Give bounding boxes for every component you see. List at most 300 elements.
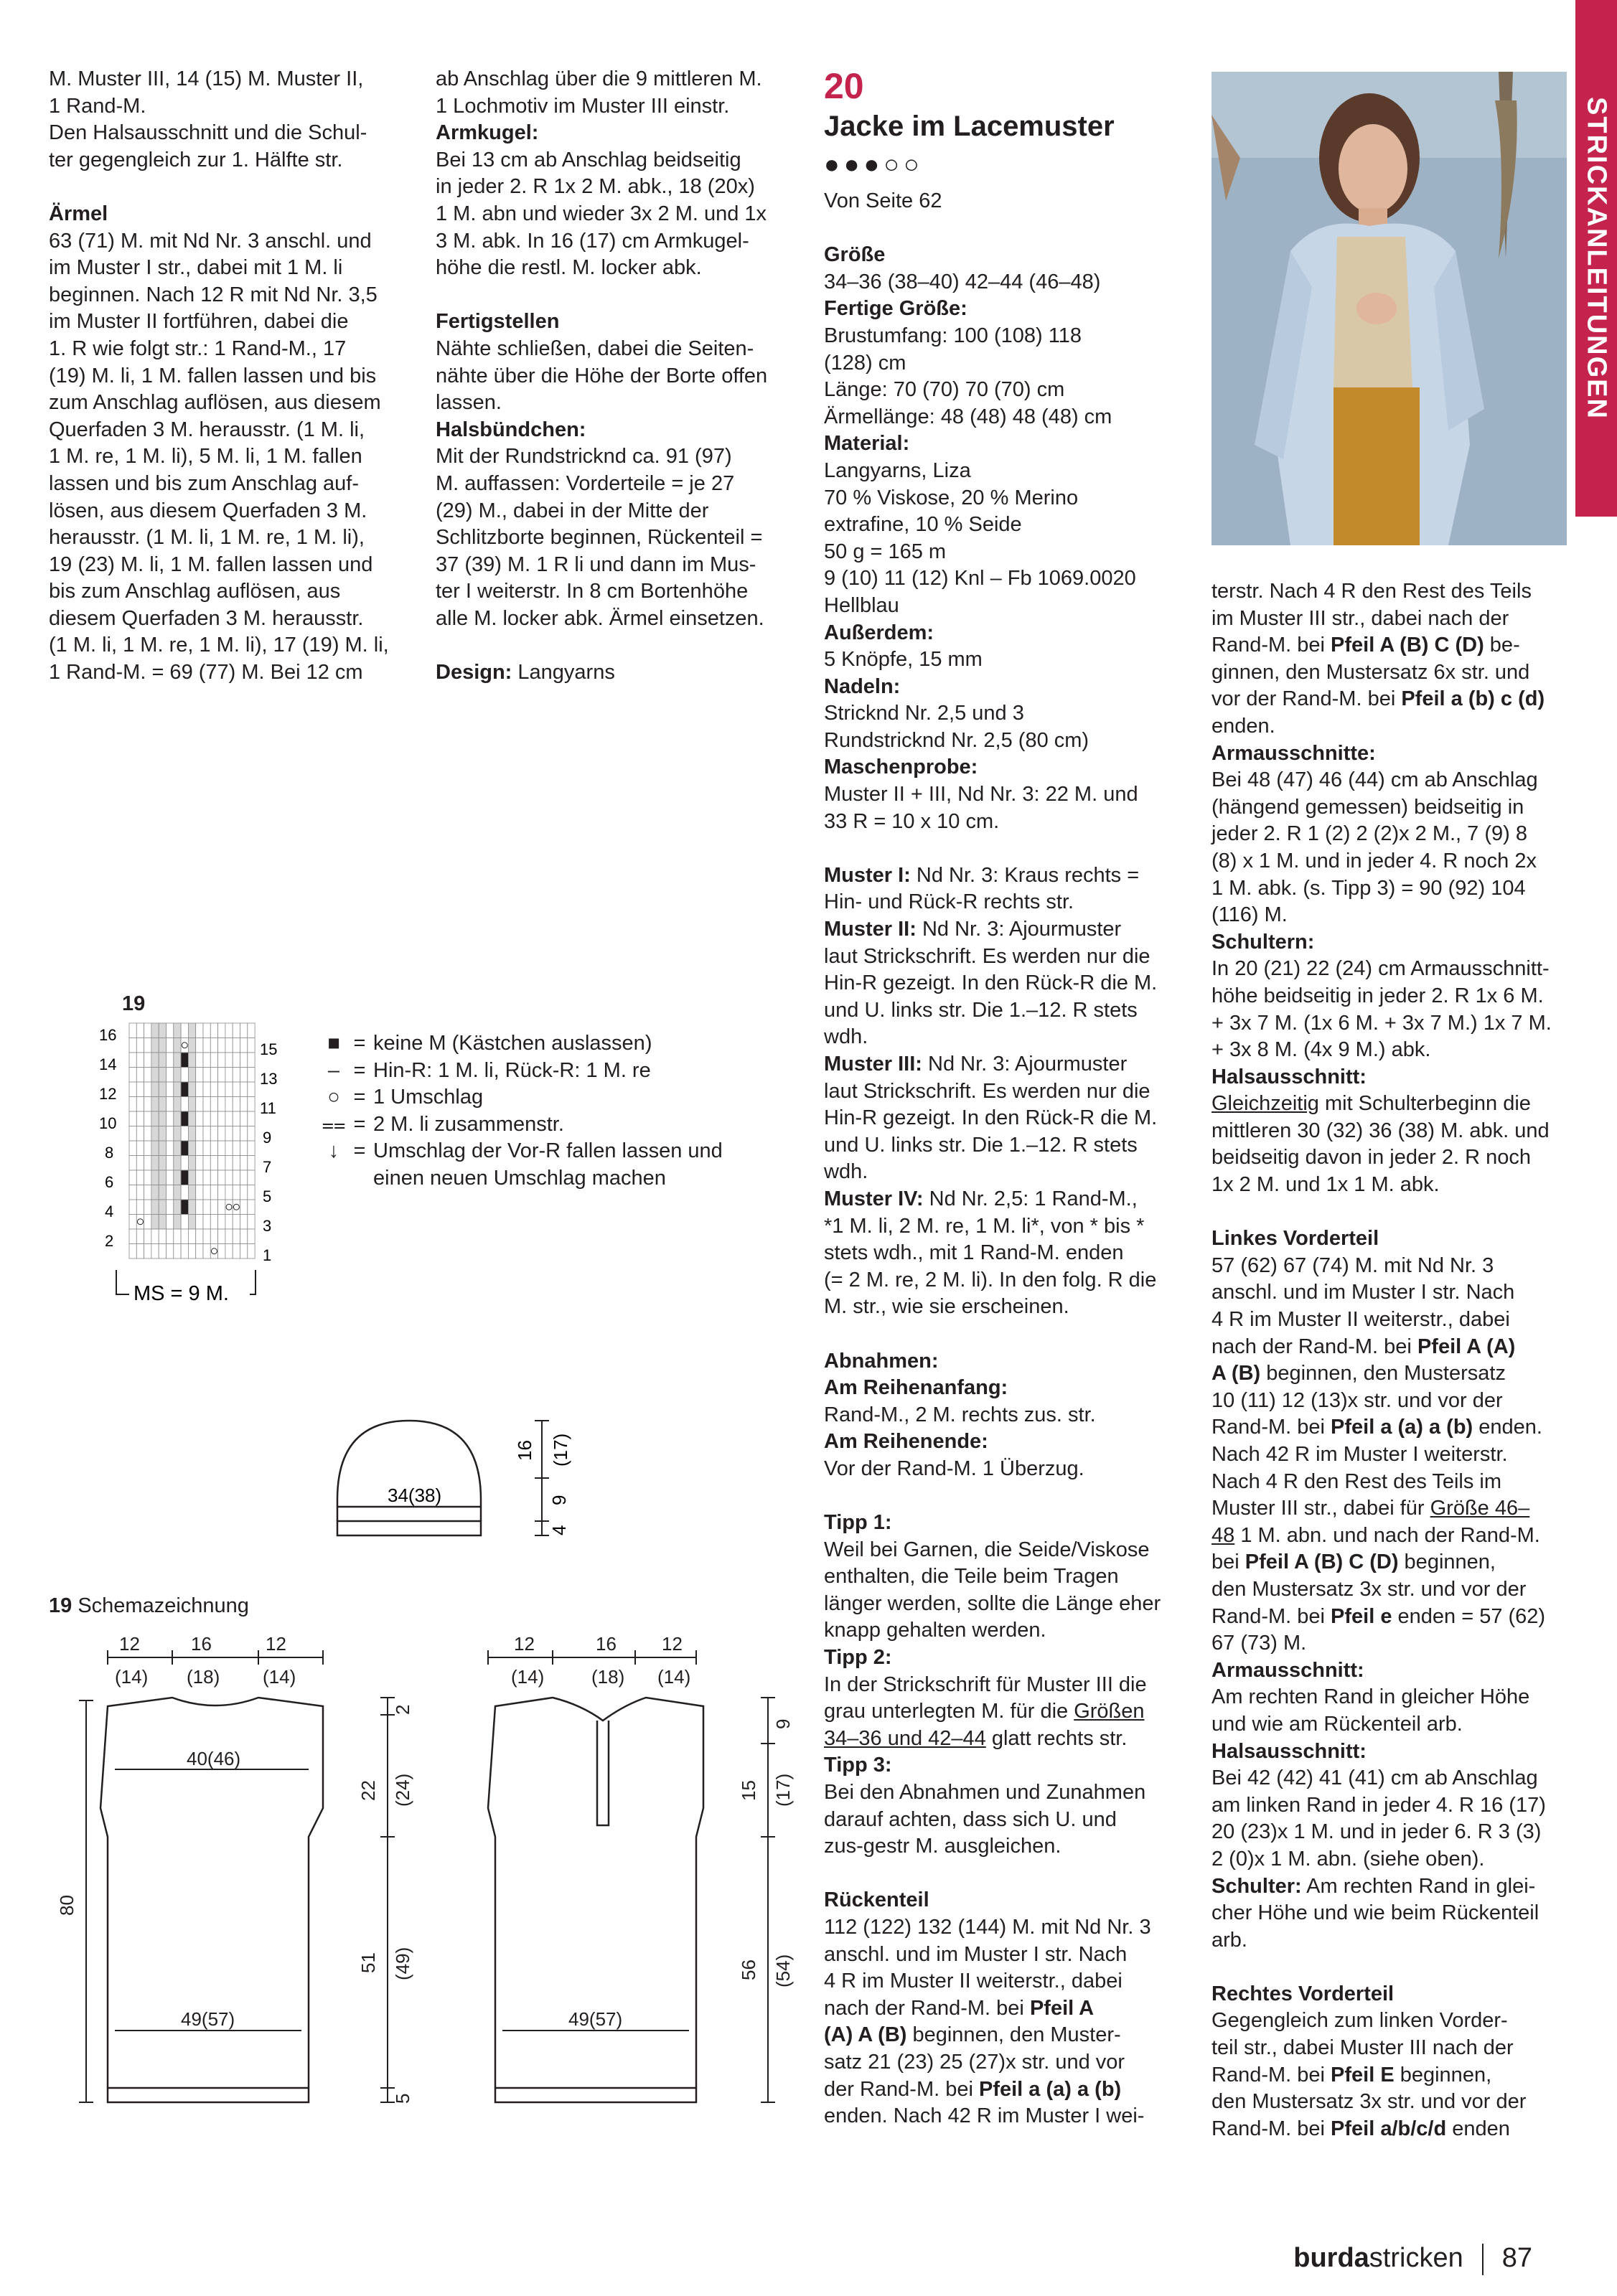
section-heading: Am Reihenanfang: (824, 1376, 1008, 1400)
row-label: 10 (99, 1114, 117, 1132)
chart-cell (240, 1141, 248, 1156)
dim-label: (18) (591, 1666, 625, 1688)
chart-cell (167, 1185, 174, 1200)
text-line: Hin- und Rück-R rechts str. (824, 890, 1074, 914)
text: A (B) (1211, 1362, 1261, 1385)
text: Pfeil a (a) a (b) (1331, 1416, 1473, 1439)
chart-cell (136, 1038, 144, 1053)
chart-cell (218, 1068, 225, 1083)
section-heading: Rechtes Vorderteil (1211, 1982, 1395, 2005)
legend-text: Umschlag der Vor-R fallen lassen und (373, 1139, 723, 1163)
text-line: zum Anschlag auflösen, aus diesem (49, 391, 381, 415)
sleeve-schematic (316, 1406, 617, 1571)
chart-cell (167, 1141, 174, 1156)
text-line (824, 1698, 1183, 1726)
chart-cell (151, 1053, 159, 1068)
chart-cell (196, 1170, 203, 1185)
text-line: ginnen, den Mustersatz 6x str. und (1211, 660, 1530, 684)
chart-cell (233, 1111, 240, 1126)
section-heading: Linkes Vorderteil (1211, 1227, 1379, 1251)
text-line: Muster II + III, Nd Nr. 3: 22 M. und (824, 783, 1138, 806)
chart-row-labels-left (99, 1026, 116, 1250)
chart-cell (129, 1126, 136, 1142)
chart-cell (248, 1141, 255, 1156)
chart-cell (188, 1097, 195, 1112)
text-line: knapp gehalten werden. (824, 1619, 1046, 1642)
text: Pfeil e (1331, 1604, 1392, 1628)
text-line: (29) M., dabei in der Mitte der (436, 499, 709, 522)
chart-cell (188, 1141, 195, 1156)
section-heading: Tipp 3: (824, 1754, 892, 1777)
chart-cell (136, 1082, 144, 1097)
chart-cell (174, 1215, 181, 1230)
chart-cell (181, 1141, 188, 1156)
chart-cell (144, 1170, 151, 1185)
legend-item (322, 1084, 723, 1111)
text-line: Mit der Rundstricknd ca. 91 (97) (436, 445, 732, 469)
legend-symbol: – (327, 1058, 340, 1082)
chart-cell (174, 1082, 181, 1097)
text-line: Hin-R gezeigt. In den Rück-R die M. (824, 971, 1158, 995)
chart-cell (136, 1141, 144, 1156)
chart-cell (248, 1185, 255, 1200)
chart-cell (151, 1097, 159, 1112)
chart-cell (181, 1068, 188, 1083)
chart-cell (151, 1068, 159, 1083)
chart-cell (203, 1082, 210, 1097)
chart-cell (129, 1229, 136, 1244)
chart-cell (248, 1053, 255, 1068)
page-footer (1293, 2243, 1532, 2275)
chart-cell (181, 1200, 188, 1215)
chart-cell (203, 1097, 210, 1112)
text: Größe 46– (1430, 1497, 1530, 1520)
chart-cell (203, 1244, 210, 1259)
legend-equals: = (353, 1112, 366, 1136)
dim-label: (14) (511, 1666, 545, 1688)
text-line: 1x 2 M. und 1x 1 M. abk. (1211, 1173, 1440, 1197)
row-label: 4 (105, 1203, 114, 1220)
chart-cell (196, 1097, 203, 1112)
chart-cell (159, 1170, 166, 1185)
text-line: mittleren 30 (32) 36 (38) M. abk. und (1211, 1119, 1550, 1142)
chart-cell (225, 1229, 233, 1244)
column-4 (1211, 578, 1570, 2142)
chart-cell (136, 1156, 144, 1171)
text-line (1211, 1549, 1570, 1576)
text-line: *1 M. li, 2 M. re, 1 M. li*, von * bis * (824, 1214, 1145, 1238)
chart-cell (136, 1229, 144, 1244)
chart-cell (159, 1156, 166, 1171)
chart-cell (203, 1170, 210, 1185)
text-line (824, 916, 1183, 944)
chart-cell (218, 1200, 225, 1215)
chart-cell (218, 1141, 225, 1156)
chart-cell (210, 1023, 217, 1038)
text-line: Nach 42 R im Muster I weiterstr. (1211, 1443, 1508, 1466)
dim-label: 56 (738, 1959, 759, 1980)
text-line (1211, 686, 1570, 713)
chart-cell (233, 1156, 240, 1171)
text-line: alle M. locker abk. Ärmel einsetzen. (436, 606, 764, 630)
chart-cell (167, 1023, 174, 1038)
text-line: wdh. (824, 1025, 868, 1049)
chart-cell (196, 1215, 203, 1230)
legend-text: Hin-R: 1 M. li, Rück-R: 1 M. re (373, 1058, 651, 1082)
dim-label: (18) (187, 1666, 220, 1688)
dim-label: (49) (392, 1947, 413, 1980)
chart-cell (159, 1068, 166, 1083)
text: Pfeil A (A) (1417, 1335, 1516, 1358)
section-heading: Größe (824, 243, 886, 267)
text-line: In der Strickschrift für Muster III die (824, 1672, 1147, 1696)
text-line: Nach 4 R den Rest des Teils im (1211, 1469, 1502, 1493)
text-line: zus-gestr M. ausgleichen. (824, 1835, 1061, 1858)
text: Rand-M. bei (1211, 1604, 1331, 1628)
text: der Rand-M. bei (824, 2077, 979, 2101)
chart-cell (144, 1200, 151, 1215)
chart-cell (136, 1023, 144, 1038)
chart-cell (167, 1200, 174, 1215)
row-label: 2 (105, 1232, 114, 1250)
chart-cell (188, 1053, 195, 1068)
chart-cell (196, 1082, 203, 1097)
chart-cell (196, 1023, 203, 1038)
text-line: (= 2 M. re, 2 M. li). In den folg. R die (824, 1268, 1157, 1292)
legend-item (322, 1111, 723, 1139)
chart-cell (144, 1068, 151, 1083)
chart-cell (218, 1229, 225, 1244)
text-line: Stricknd Nr. 2,5 und 3 (824, 702, 1024, 725)
legend-symbol: ■ (327, 1032, 340, 1055)
text-line: wdh. (824, 1160, 868, 1184)
chart-cell (181, 1023, 188, 1038)
text-line: 1 Lochmotiv im Muster III einstr. (436, 94, 730, 118)
chart-cell (203, 1185, 210, 1200)
text-line: im Muster I str., dabei mit 1 M. li (49, 256, 343, 280)
chart-cell (159, 1229, 166, 1244)
chart-cell (167, 1156, 174, 1171)
chart-cell (240, 1170, 248, 1185)
section-heading-aermel: Ärmel (49, 202, 108, 225)
chart-cell (151, 1215, 159, 1230)
legend-equals: = (353, 1086, 366, 1109)
sleeve-width: 34(38) (388, 1485, 442, 1506)
text-line: (1 M. li, 1 M. re, 1 M. li), 17 (19) M. li, (49, 634, 389, 657)
chart-cell (225, 1111, 233, 1126)
text: bei (1211, 1551, 1245, 1574)
text-line: beidseitig davon in jeder 2. R noch (1211, 1146, 1531, 1170)
text-line (824, 2022, 1183, 2049)
chart-cell (233, 1170, 240, 1185)
chart-cell (233, 1053, 240, 1068)
chart-cell (210, 1053, 217, 1068)
text: Pfeil E (1331, 2063, 1395, 2086)
magazine-brand-suffix: stricken (1369, 2243, 1463, 2273)
chart-cell (159, 1215, 166, 1230)
pattern-title: Jacke im Lacemuster (824, 110, 1115, 142)
legend-item (322, 1165, 723, 1192)
text-line: teil str., dabei Muster III nach der (1211, 2036, 1514, 2060)
design-credit (436, 659, 787, 687)
chart-cell (167, 1215, 174, 1230)
text-line: Querfaden 3 M. herausstr. (1 M. li, (49, 418, 365, 441)
chart-cell (233, 1244, 240, 1259)
sleeve-height-3: 4 (548, 1525, 570, 1535)
chart-cell (129, 1200, 136, 1215)
design-label: Design: (436, 661, 512, 684)
text-line (1211, 1495, 1570, 1523)
text: mit Schulterbeginn die (1318, 1092, 1531, 1116)
chart-cell (144, 1126, 151, 1142)
text-line: (hängend gemessen) beidseitig in (1211, 795, 1524, 819)
dim-label: (17) (772, 1773, 794, 1807)
chart-cell (210, 1200, 217, 1215)
text-line: Hin-R gezeigt. In den Rück-R die M. (824, 1106, 1158, 1130)
text: Gleichzeitig (1211, 1092, 1319, 1116)
text: enden. (1473, 1416, 1542, 1439)
legend-item (322, 1058, 723, 1085)
chart-cell (240, 1023, 248, 1038)
chart-cell (218, 1038, 225, 1053)
chart-cell (240, 1038, 248, 1053)
chart-cell (248, 1082, 255, 1097)
chart-cell (167, 1170, 174, 1185)
text-line: Bei den Abnahmen und Zunahmen (824, 1781, 1146, 1805)
row-label: 8 (105, 1144, 114, 1162)
dim-label: (54) (772, 1954, 794, 1987)
text-line (824, 1051, 1183, 1078)
chart-cell (218, 1053, 225, 1068)
chart-cell (225, 1141, 233, 1156)
text-line: nähte über die Höhe der Borte offen (436, 364, 768, 387)
chart-cell (136, 1170, 144, 1185)
text: Am rechten Rand in glei- (1301, 1874, 1536, 1898)
chart-cell (151, 1082, 159, 1097)
section-heading: Schultern: (1211, 930, 1315, 954)
column-1 (49, 66, 400, 687)
dim-label: (24) (392, 1773, 413, 1807)
row-label: 11 (260, 1099, 276, 1117)
text-line: enthalten, die Teile beim Tragen (824, 1565, 1119, 1589)
section-heading: Fertige Größe: (824, 297, 967, 321)
chart-cell (174, 1156, 181, 1171)
legend-text: einen neuen Umschlag machen (373, 1166, 666, 1190)
chart-cell (188, 1215, 195, 1230)
chart-cell (181, 1185, 188, 1200)
chart-cell (144, 1156, 151, 1171)
dim-label: 80 (56, 1895, 78, 1916)
chart-cell (218, 1097, 225, 1112)
chart-cell (233, 1023, 240, 1038)
label: Muster II: (824, 918, 917, 941)
chart-cell (218, 1126, 225, 1142)
text-line: lösen, aus diesem Querfaden 3 M. (49, 499, 367, 522)
text-line: Rand-M., 2 M. rechts zus. str. (824, 1403, 1096, 1426)
text-line: (19) M. li, 1 M. fallen lassen und bis (49, 364, 377, 387)
chart-grid (129, 1023, 255, 1258)
row-label: 6 (105, 1173, 114, 1191)
chart-cell (248, 1126, 255, 1142)
chart-cell (151, 1200, 159, 1215)
chart-cell (144, 1038, 151, 1053)
text-line: Bei 13 cm ab Anschlag beidseitig (436, 148, 741, 171)
chart-cell (210, 1185, 217, 1200)
text: Rand-M. bei (1211, 634, 1331, 657)
chart-cell (210, 1229, 217, 1244)
chart-cell (167, 1038, 174, 1053)
text: beginnen, (1398, 1551, 1496, 1574)
text-line: M. Muster III, 14 (15) M. Muster II, (49, 67, 364, 90)
chart-cell (203, 1053, 210, 1068)
text-line (824, 1726, 1183, 1753)
text-line: (128) cm (824, 351, 906, 375)
footer-divider (1482, 2244, 1484, 2275)
chart-cell (240, 1097, 248, 1112)
chart-cell (167, 1053, 174, 1068)
chart-cell (188, 1126, 195, 1142)
chart-cell (151, 1038, 159, 1053)
text-line (824, 1186, 1183, 1213)
text-line: 33 R = 10 x 10 cm. (824, 809, 1000, 833)
text: Rand-M. bei (1211, 1416, 1331, 1439)
chart-cell (196, 1185, 203, 1200)
text-line: anschl. und im Muster I str. Nach (824, 1942, 1128, 1966)
text-line (1211, 1873, 1570, 1901)
text: nach der Rand-M. bei (824, 1996, 1030, 2020)
page-number: 87 (1501, 2243, 1532, 2273)
row-label: 12 (99, 1085, 117, 1103)
chart-cell (248, 1038, 255, 1053)
text-line: Am rechten Rand in gleicher Höhe (1211, 1685, 1530, 1709)
text-line: lassen. (436, 391, 502, 415)
chart-cell (144, 1082, 151, 1097)
chart-cell (151, 1185, 159, 1200)
text-line: extrafine, 10 % Seide (824, 513, 1022, 537)
text-line: am linken Rand in jeder 4. R 16 (17) (1211, 1793, 1546, 1817)
sleeve-height-2: 9 (548, 1495, 570, 1505)
chart-cell (233, 1229, 240, 1244)
text-line: länger werden, sollte die Länge eher (824, 1591, 1161, 1615)
chart-cell (248, 1244, 255, 1259)
chart-cell (181, 1229, 188, 1244)
section-heading: Tipp 1: (824, 1511, 892, 1535)
text-line: Rundstricknd Nr. 2,5 (80 cm) (824, 728, 1089, 752)
dim-label: (14) (263, 1666, 296, 1688)
chart-cell (151, 1111, 159, 1126)
section-heading: Tipp 2: (824, 1646, 892, 1670)
text: nach der Rand-M. bei (1211, 1335, 1417, 1358)
chart-row-labels-right (260, 1040, 277, 1264)
text-line: enden. Nach 42 R im Muster I wei- (824, 2104, 1145, 2128)
section-heading: Maschenprobe: (824, 756, 978, 779)
text-line: anschl. und im Muster I str. Nach (1211, 1281, 1515, 1304)
label: Muster IV: (824, 1187, 924, 1210)
chart-cell (167, 1229, 174, 1244)
chart-cell (225, 1038, 233, 1053)
text-line: 57 (62) 67 (74) M. mit Nd Nr. 3 (1211, 1253, 1494, 1277)
text-line: 9 (10) 11 (12) Knl – Fb 1069.0020 (824, 567, 1136, 591)
text: enden (1446, 2117, 1510, 2140)
chart-cell (248, 1215, 255, 1230)
row-label: 3 (263, 1217, 272, 1235)
chart-cell (174, 1170, 181, 1185)
chart-cell (203, 1229, 210, 1244)
text-line: im Muster III str., dabei nach der (1211, 606, 1509, 630)
chart-cell (174, 1200, 181, 1215)
text: Pfeil A (B) C (D) (1245, 1551, 1399, 1574)
text-line: Von Seite 62 (824, 189, 942, 212)
text: Größen (1074, 1700, 1145, 1723)
text-line (824, 1995, 1183, 2023)
pattern-number: 20 (824, 66, 864, 106)
chart-cell (174, 1068, 181, 1083)
chart-cell (233, 1126, 240, 1142)
text-line: den Mustersatz 3x str. und vor der (1211, 2090, 1527, 2114)
text: Nd Nr. 2,5: 1 Rand-M., (923, 1187, 1138, 1210)
dim-label: 12 (514, 1633, 535, 1655)
chart-cell (167, 1082, 174, 1097)
chart-cell (203, 1038, 210, 1053)
schema-caption-text: Schemazeichnung (72, 1594, 249, 1617)
chart-cell (188, 1068, 195, 1083)
chart-cell (129, 1053, 136, 1068)
section-heading: Material: (824, 432, 910, 456)
chart-cell (136, 1068, 144, 1083)
design-value: Langyarns (512, 661, 615, 684)
text-line: laut Strickschrift. Es werden nur die (824, 944, 1150, 968)
text-line: in jeder 2. R 1x 2 M. abk., 18 (20x) (436, 175, 755, 199)
chart-cell (248, 1170, 255, 1185)
legend-item (322, 1138, 723, 1165)
text-line: 2 (0)x 1 M. abn. (siehe oben). (1211, 1847, 1485, 1871)
model-photo-illustration (1211, 72, 1567, 545)
chart-cell (210, 1126, 217, 1142)
dim-label: 12 (266, 1633, 286, 1655)
magazine-brand: burda (1293, 2243, 1369, 2273)
legend-text: keine M (Kästchen auslassen) (373, 1032, 652, 1055)
chart-cell (159, 1200, 166, 1215)
text-line: Den Halsausschnitt und die Schul- (49, 121, 367, 145)
chart-cell (196, 1141, 203, 1156)
text-line: 19 (23) M. li, 1 M. fallen lassen und (49, 552, 373, 576)
row-label: 1 (263, 1246, 272, 1264)
text-line: + 3x 8 M. (4x 9 M.) abk. (1211, 1038, 1431, 1062)
chart-cell (225, 1097, 233, 1112)
chart-cell (129, 1068, 136, 1083)
chart-cell (240, 1215, 248, 1230)
chart-cell (188, 1185, 195, 1200)
chart-cell (203, 1126, 210, 1142)
chart-cell (136, 1185, 144, 1200)
chart-cell (210, 1111, 217, 1126)
text-line: im Muster II fortführen, dabei die (49, 310, 349, 334)
text-line: bis zum Anschlag auflösen, aus (49, 580, 341, 603)
dim-label: 5 (392, 2093, 413, 2104)
text-line (1211, 1091, 1570, 1118)
chart-cell (159, 1082, 166, 1097)
chart-cell (218, 1111, 225, 1126)
chart-cell (129, 1170, 136, 1185)
text: Nd Nr. 3: Ajourmuster (922, 1053, 1128, 1076)
chart-cell (248, 1156, 255, 1171)
chart-cell (240, 1200, 248, 1215)
chart-cell (203, 1111, 210, 1126)
text: Pfeil a/b/c/d (1331, 2117, 1447, 2140)
schema-caption-number: 19 (49, 1594, 72, 1617)
chart-cell (233, 1185, 240, 1200)
text: Pfeil A (1029, 1996, 1095, 2020)
